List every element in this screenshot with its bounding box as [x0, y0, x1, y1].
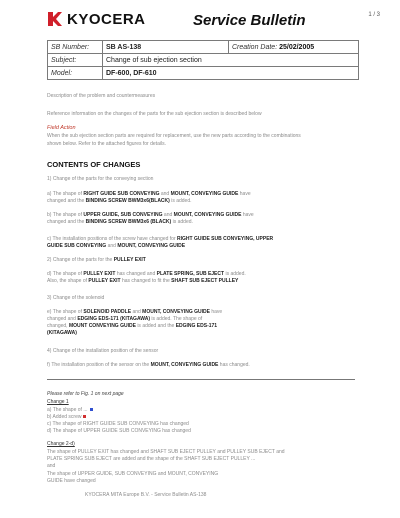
- brand-name: KYOCERA: [67, 10, 146, 28]
- list-item: 3) Change of the solenoid: [47, 295, 105, 301]
- change-1-a: a) The shape of ...: [47, 407, 93, 413]
- list-item: e) The shape of SOLENOID PADDLE and MOUNT, CONVEYING GUIDE have changed and EDGING EDS-171 (KITAGAWA) is added. The shape of changed, MOUNT CONVEYING GUIDE is added and the EDGING EDS-171 (KITAGAWA): [47, 309, 223, 336]
- red-marker-icon: [83, 415, 86, 418]
- list-item: 4) Change of the installation position of the sensor: [47, 348, 159, 354]
- subject-value: Change of sub ejection section: [103, 54, 359, 67]
- table-row: [48, 67, 359, 80]
- list-item: 2) Change of the parts for the PULLEY EXIT: [47, 257, 146, 263]
- field-action-line-1: When the sub ejection section parts are required for replacement, use the new parts according to the combinations: [47, 133, 301, 139]
- change-2-heading: Change 2-d): [47, 441, 75, 447]
- field-action-heading: Field Action: [47, 125, 76, 131]
- list-item: c) The installation positions of the screw have changed for RIGHT GUIDE SUB CONVEYING, UPPER GUIDE SUB CONVEYING and MOUNT, CONVEYING GUIDE: [47, 236, 274, 249]
- change-2-line-5: GUIDE have changed: [47, 478, 96, 484]
- page-number: 1 / 3: [368, 12, 380, 18]
- change-2-line-4: The shape of UPPER GUIDE, SUB CONVEYING and MOUNT, CONVEYING: [47, 471, 219, 477]
- creation-date-label: Creation Date:: [232, 43, 278, 51]
- divider: [47, 379, 355, 380]
- figure-reference: Please refer to Fig. 1 on next page: [47, 391, 124, 397]
- change-1-heading: Change 1: [47, 399, 69, 405]
- kyocera-logo: [47, 10, 146, 28]
- creation-date-value: 25/02/2005: [279, 43, 315, 51]
- change-1-c: c) The shape of RIGHT GUIDE SUB CONVEYING has changed: [47, 421, 189, 427]
- field-action-line-2: shown below. Refer to the attached figures for details.: [47, 141, 166, 147]
- creation-date-cell: [229, 41, 359, 54]
- model-label: Model:: [48, 67, 103, 80]
- change-1-b: b) Added screw: [47, 414, 86, 420]
- subject-label: Subject:: [48, 54, 103, 67]
- contents-heading: CONTENTS OF CHANGES: [47, 160, 141, 169]
- table-row: [48, 41, 359, 54]
- table-row: [48, 54, 359, 67]
- list-item: 1) Change of the parts for the conveying section: [47, 176, 154, 182]
- change-1-d: d) The shape of UPPER GUIDE SUB CONVEYING has changed: [47, 428, 191, 434]
- footer-text: KYOCERA MITA Europe B.V. - Service Bulletin AS-138: [85, 492, 207, 498]
- list-item: b) The shape of UPPER GUIDE, SUB CONVEYING and MOUNT, CONVEYING GUIDE have changed and the BINDING SCREW BWM3x6 (BLACK) is added.: [47, 212, 254, 225]
- change-2-line-3: and: [47, 463, 56, 469]
- change-2-line-2: PLATE SPRING SUB EJECT are added and the shape of the SHAFT SUB EJECT PULLEY ...: [47, 456, 256, 462]
- page-title: Service Bulletin: [193, 12, 306, 29]
- kyocera-logo-icon: [47, 11, 63, 27]
- sb-number-label: SB Number:: [48, 41, 103, 54]
- sb-number-value: SB AS-138: [103, 41, 229, 54]
- list-item: d) The shape of PULLEY EXIT has changed and PLATE SPRING, SUB EJECT is added. Also, the shape of PULLEY EXIT has changed to fit the SHAFT SUB EJECT PULLEY: [47, 271, 246, 284]
- model-value: DF-600, DF-610: [103, 67, 359, 80]
- intro-line-1: Description of the problem and countermeasures: [47, 93, 156, 99]
- change-2-line-1: The shape of PULLEY EXIT has changed and SHAFT SUB EJECT PULLEY and PULLEY SUB EJECT and: [47, 449, 285, 455]
- bulletin-info-table: [47, 40, 359, 80]
- list-item: a) The shape of RIGHT GUIDE SUB CONVEYING and MOUNT, CONVEYING GUIDE have changed and the BINDING SCREW BWM3x6(BLACK) is added.: [47, 191, 251, 204]
- intro-line-2: Reference information on the changes of the parts for the sub ejection section is described below: [47, 111, 262, 117]
- blue-marker-icon: [90, 408, 93, 411]
- list-item: f) The installation position of the sensor on the MOUNT, CONVEYING GUIDE has changed.: [47, 362, 250, 368]
